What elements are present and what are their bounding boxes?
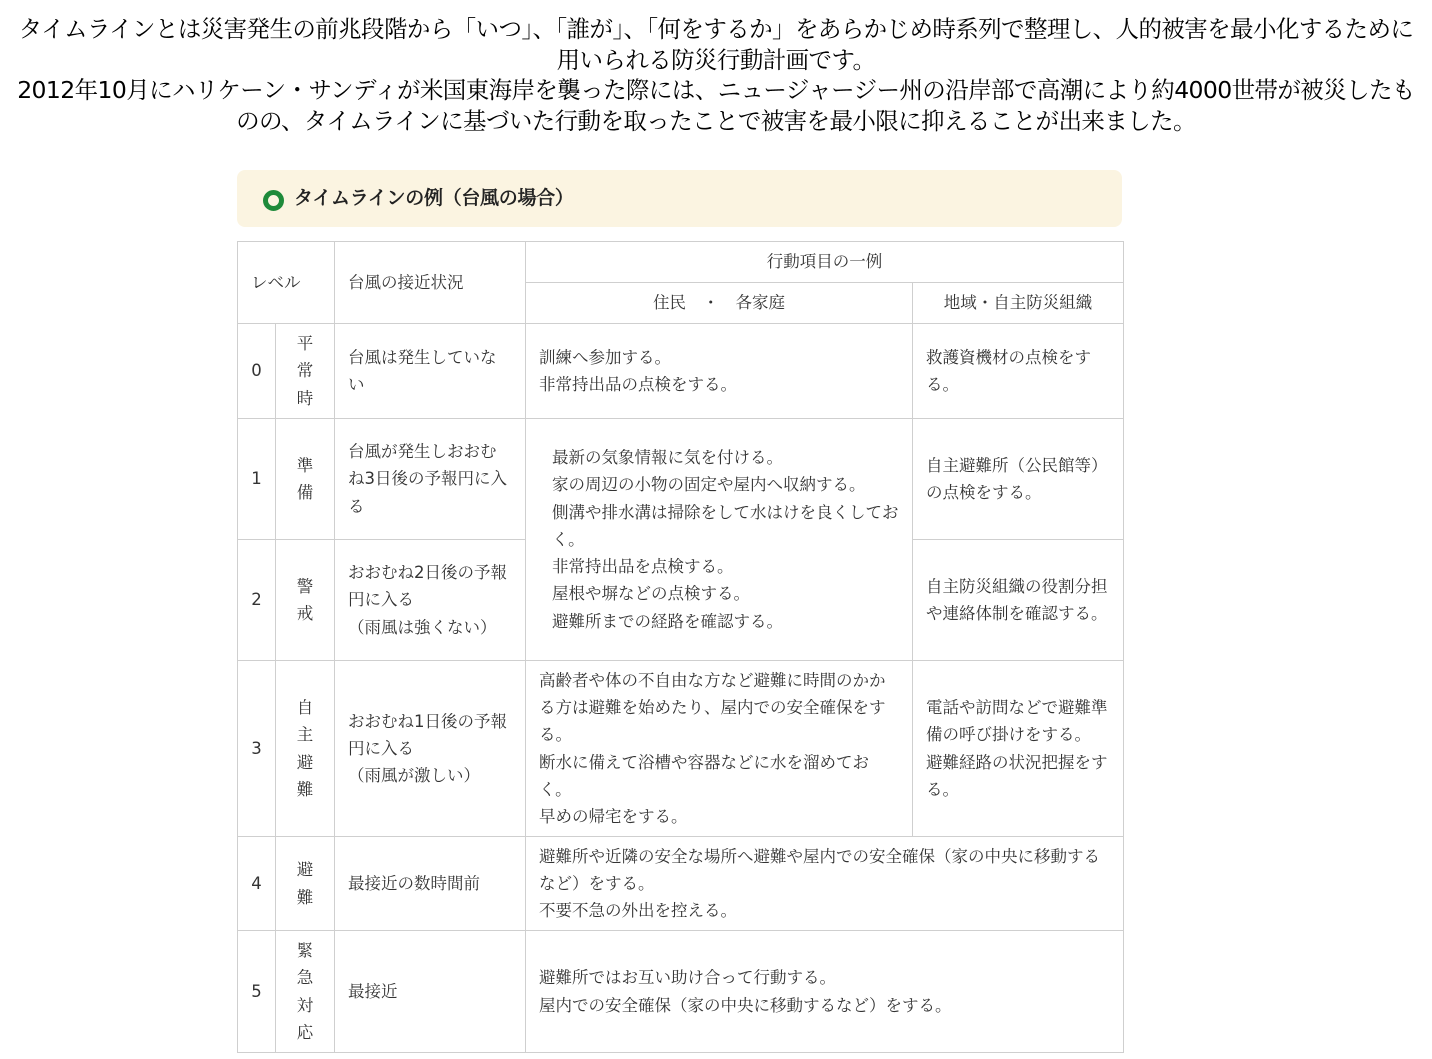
community-cell: 電話や訪問などで避難準備の呼び掛けをする。 避難経路の状況把握をする。: [913, 661, 1124, 837]
header-situation: 台風の接近状況: [335, 242, 526, 324]
header-community: 地域・自主防災組織: [913, 283, 1124, 324]
level-number: 1: [238, 419, 276, 540]
level-name: 平常時: [276, 324, 335, 419]
situation-cell: おおむね2日後の予報円に入る （雨風は強くない）: [335, 540, 526, 661]
timeline-table: [237, 241, 1124, 1053]
intro-paragraph-2: 2012年10月にハリケーン・サンディが米国東海岸を襲った際には、ニュージャージー州の沿岸部で高潮により約4000世帯が被災したものの、タイムラインに基づいた行動を取ったことで被害を最小限に抑えることが出来ました。: [17, 76, 1415, 135]
table-row: [238, 661, 1124, 837]
community-cell: 自主防災組織の役割分担や連絡体制を確認する。: [913, 540, 1124, 661]
header-level: レベル: [238, 242, 335, 324]
table-row: [238, 931, 1124, 1053]
level-number: 0: [238, 324, 276, 419]
circle-bullet-icon: [263, 190, 284, 211]
level-name: 自主避難: [276, 661, 335, 837]
community-cell: 自主避難所（公民館等）の点検をする。: [913, 419, 1124, 540]
table-row: [238, 837, 1124, 931]
level-name: 緊急対応: [276, 931, 335, 1053]
residents-cell-merged: 最新の気象情報に気を付ける。 家の周辺の小物の固定や屋内へ収納する。 側溝や排水溝は掃除をして水はけを良くしておく。 非常持出品を点検する。 屋根や塀などの点検する。 避難所までの経路を確認する。: [526, 419, 913, 661]
level-number: 4: [238, 837, 276, 931]
intro-text: [8, 14, 1424, 136]
situation-cell: おおむね1日後の予報円に入る （雨風が激しい）: [335, 661, 526, 837]
situation-cell: 台風は発生していない: [335, 324, 526, 419]
residents-cell: 高齢者や体の不自由な方など避難に時間のかかる方は避難を始めたり、屋内での安全確保をする。 断水に備えて浴槽や容器などに水を溜めておく。 早めの帰宅をする。: [526, 661, 913, 837]
combined-action-cell: 避難所ではお互い助け合って行動する。 屋内での安全確保（家の中央に移動するなど）をする。: [526, 931, 1124, 1053]
section-header: [237, 170, 1122, 227]
situation-cell: 最接近の数時間前: [335, 837, 526, 931]
table-row: [238, 419, 1124, 540]
header-residents: 住民 ・ 各家庭: [526, 283, 913, 324]
table-row: [238, 324, 1124, 419]
community-cell: 救護資機材の点検をする。: [913, 324, 1124, 419]
level-number: 5: [238, 931, 276, 1053]
combined-action-cell: 避難所や近隣の安全な場所へ避難や屋内での安全確保（家の中央に移動するなど）をする。 不要不急の外出を控える。: [526, 837, 1124, 931]
level-number: 2: [238, 540, 276, 661]
section-title: タイムラインの例（台風の場合）: [294, 187, 574, 209]
intro-paragraph-1: タイムラインとは災害発生の前兆段階から「いつ」、「誰が」、「何をするか」をあらかじめ時系列で整理し、人的被害を最小化するために用いられる防災行動計画です。: [18, 15, 1414, 74]
residents-cell: 訓練へ参加する。 非常持出品の点検をする。: [526, 324, 913, 419]
situation-cell: 台風が発生しおおむね3日後の予報円に入る: [335, 419, 526, 540]
level-number: 3: [238, 661, 276, 837]
table-header-row: [238, 242, 1124, 283]
level-name: 避難: [276, 837, 335, 931]
level-name: 準備: [276, 419, 335, 540]
level-name: 警戒: [276, 540, 335, 661]
header-actions: 行動項目の一例: [526, 242, 1124, 283]
situation-cell: 最接近: [335, 931, 526, 1053]
